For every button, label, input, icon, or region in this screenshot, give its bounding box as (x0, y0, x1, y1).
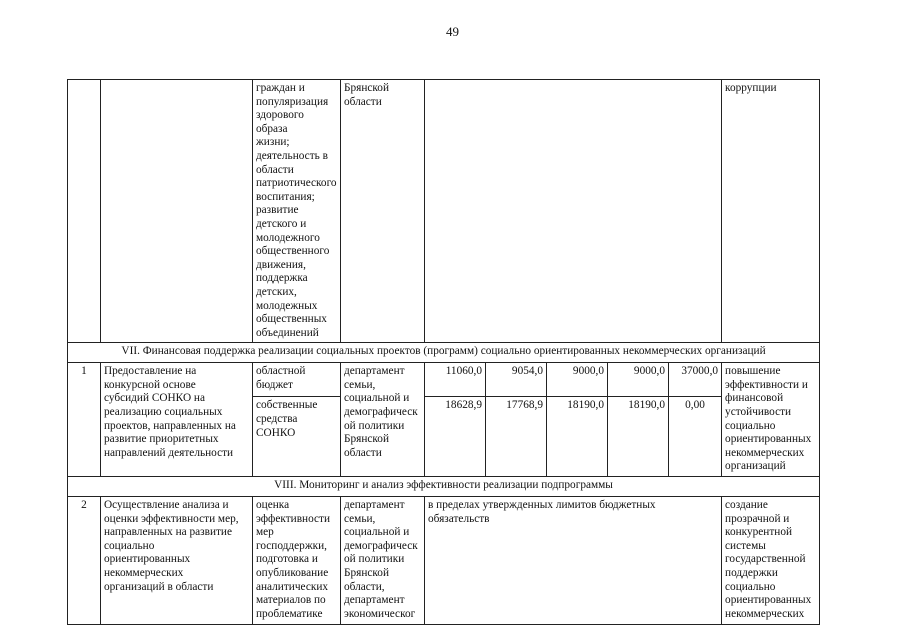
value-cell: 37000,0 (669, 363, 722, 397)
funding-cell: в пределах утвержденных лимитов бюджетных обязательств (425, 497, 722, 625)
section-header-row (68, 477, 820, 497)
section-title: VII. Финансовая поддержка реализации социальных проектов (программ) социально ориентированных некоммерческих организаций (68, 343, 820, 363)
cell-funding (425, 80, 722, 343)
continuation-row (68, 80, 820, 343)
page-number: 49 (446, 24, 459, 39)
value-cell: 0,00 (669, 397, 722, 477)
result-cell: повышение эффективности и финансовой устойчивости социально ориентированных некоммерческих организаций (722, 363, 820, 477)
executor-cell: департамент семьи, социальной и демографическ ой политики Брянской области (341, 363, 425, 477)
source-cell: собственные средства СОНКО (253, 397, 341, 477)
executor-cell: департамент семьи, социальной и демографическ ой политики Брянской области, департамент экономическог (341, 497, 425, 625)
measure-cell: Осуществление анализа и оценки эффективности мер, направленных на развитие социально ориентированных некоммерческих организаций в области (101, 497, 253, 625)
cell-description: граждан и популяризация здорового образа жизни; деятельность в области патриотического воспитания; развитие детского и молодежного общественного движения, поддержка детских, молодежных общественных объединений (253, 80, 341, 343)
value-cell: 11060,0 (425, 363, 486, 397)
value-cell: 9054,0 (486, 363, 547, 397)
value-cell: 18190,0 (608, 397, 669, 477)
section-title: VIII. Мониторинг и анализ эффективности реализации подпрограммы (68, 477, 820, 497)
program-table (67, 79, 820, 625)
cell-executor: Брянской области (341, 80, 425, 343)
value-cell: 18190,0 (547, 397, 608, 477)
row-number: 1 (68, 363, 101, 477)
cell-measure (101, 80, 253, 343)
cell-no (68, 80, 101, 343)
result-cell: создание прозрачной и конкурентной системы государственной поддержки социально ориентированных некоммерческих (722, 497, 820, 625)
cell-result: коррупции (722, 80, 820, 343)
section-header-row (68, 343, 820, 363)
row-number: 2 (68, 497, 101, 625)
value-cell: 18628,9 (425, 397, 486, 477)
table-row (68, 363, 820, 397)
source-cell: оценка эффективности мер господдержки, подготовка и опубликование аналитических материалов по проблематике (253, 497, 341, 625)
value-cell: 9000,0 (608, 363, 669, 397)
source-cell: областной бюджет (253, 363, 341, 397)
measure-cell: Предоставление на конкурсной основе субсидий СОНКО на реализацию социальных проектов, направленных на развитие приоритетных направлений деятельности (101, 363, 253, 477)
table-row (68, 497, 820, 625)
value-cell: 9000,0 (547, 363, 608, 397)
value-cell: 17768,9 (486, 397, 547, 477)
